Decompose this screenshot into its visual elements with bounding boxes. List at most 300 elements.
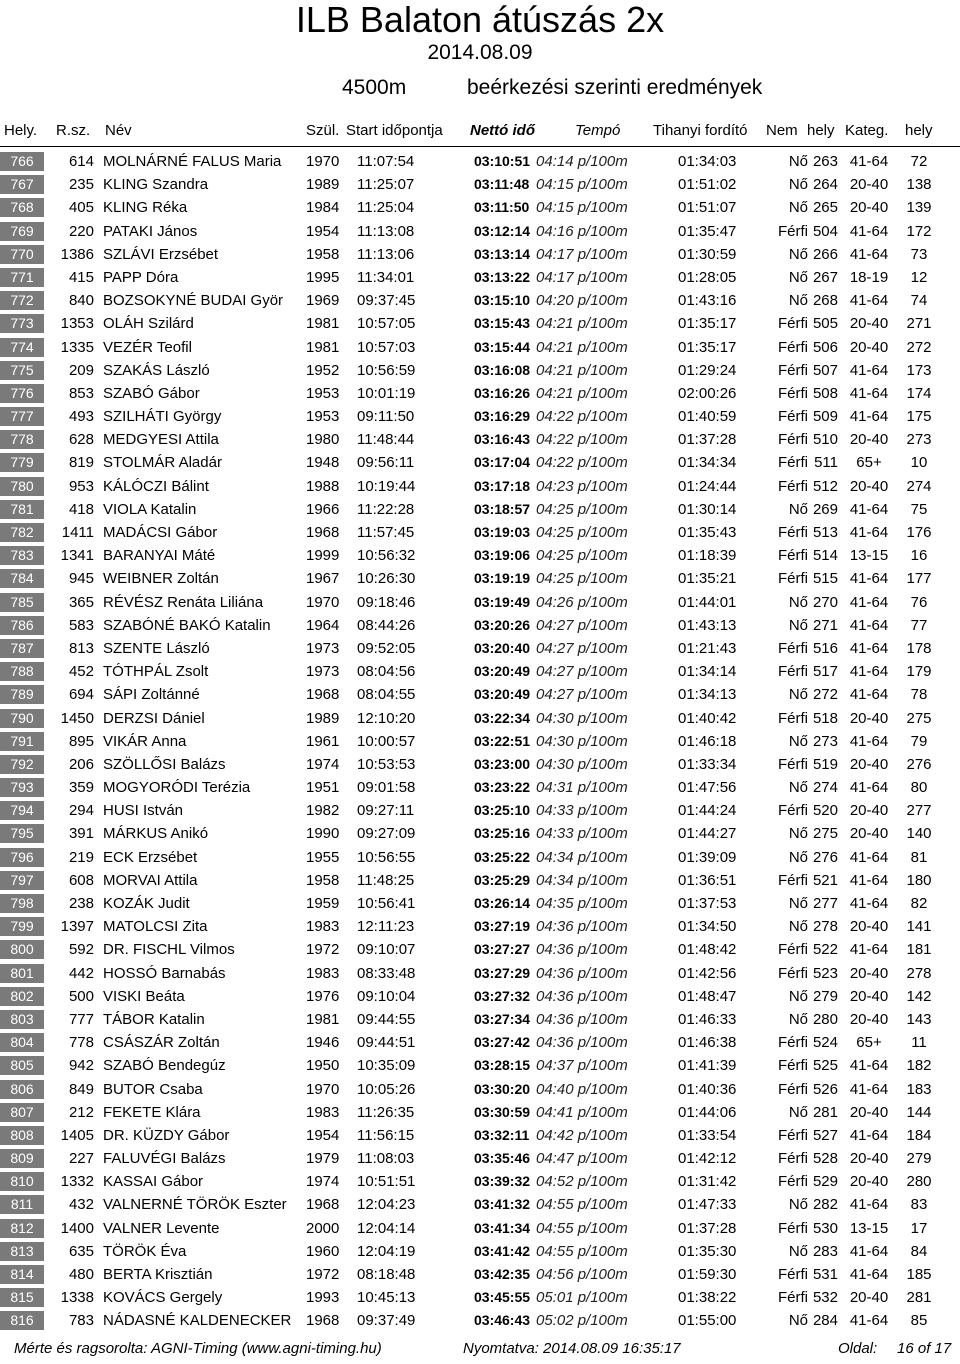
cell-nev: NÁDASNÉ KALDENECKER	[103, 1312, 292, 1330]
cell-netto: 03:19:06	[474, 547, 531, 564]
cell-rsz: 493	[68, 408, 94, 426]
cell-start: 10:19:44	[357, 477, 416, 495]
cell-start: 10:35:09	[357, 1057, 416, 1075]
table-row	[0, 1008, 960, 1031]
cell-kateg-hely: 80	[910, 779, 928, 797]
cell-start: 09:10:07	[357, 941, 416, 959]
cell-kateg: 20-40	[849, 315, 889, 333]
cell-szul: 1960	[306, 1242, 340, 1260]
cell-tempo: 04:36 p/100m	[536, 918, 628, 936]
cell-szul: 1983	[306, 964, 340, 982]
cell-hely: 770	[0, 245, 44, 264]
table-row	[0, 614, 960, 637]
cell-rsz: 592	[68, 941, 94, 959]
cell-tempo: 04:37 p/100m	[536, 1057, 628, 1075]
cell-rsz: 895	[68, 732, 94, 750]
cell-tihany: 01:40:36	[678, 1080, 737, 1098]
cell-kateg: 41-64	[849, 1057, 889, 1075]
cell-nem-hely: 513	[812, 524, 838, 541]
cell-rsz: 220	[68, 222, 94, 240]
cell-tihany: 01:47:33	[678, 1196, 737, 1214]
cell-tempo: 04:21 p/100m	[536, 338, 628, 356]
table-row	[0, 428, 960, 451]
cell-szul: 1974	[306, 1173, 340, 1191]
cell-hely: 816	[0, 1311, 44, 1330]
cell-rsz: 452	[68, 663, 94, 681]
cell-nem-hely: 266	[812, 245, 838, 263]
cell-nev: MADÁCSI Gábor	[103, 524, 218, 541]
cell-nev: RÉVÉSZ Renáta Liliána	[103, 593, 264, 611]
cell-nem: Nő	[788, 686, 808, 704]
cell-kateg: 41-64	[849, 663, 889, 681]
cell-nem: Férfi	[778, 709, 808, 727]
cell-nem: Férfi	[778, 454, 808, 472]
cell-nem-hely: 505	[812, 315, 838, 333]
cell-kateg-hely: 138	[906, 176, 932, 194]
cell-netto: 03:16:43	[474, 431, 531, 448]
cell-netto: 03:12:14	[474, 222, 531, 239]
cell-nem: Nő	[788, 616, 808, 634]
cell-tempo: 04:40 p/100m	[536, 1080, 628, 1098]
table-row	[0, 683, 960, 706]
cell-nem-hely: 528	[812, 1150, 838, 1168]
cell-nem-hely: 267	[812, 268, 838, 286]
cell-tihany: 01:18:39	[678, 547, 737, 565]
cell-kateg-hely: 272	[906, 338, 932, 356]
cell-nem-hely: 516	[812, 639, 838, 657]
cell-kateg-hely: 185	[906, 1266, 932, 1283]
cell-netto: 03:35:46	[474, 1150, 531, 1167]
cell-tihany: 01:39:09	[678, 848, 737, 866]
cell-rsz: 500	[68, 987, 94, 1005]
cell-hely: 780	[0, 477, 44, 496]
table-row	[0, 1054, 960, 1077]
cell-nem: Nő	[788, 918, 808, 936]
cell-hely: 794	[0, 801, 44, 820]
cell-tihany: 01:31:42	[678, 1173, 737, 1191]
cell-hely: 769	[0, 222, 44, 241]
table-row	[0, 707, 960, 730]
cell-nev: TÓTHPÁL Zsolt	[103, 663, 209, 681]
cell-nev: STOLMÁR Aladár	[103, 454, 222, 472]
cell-start: 11:13:06	[357, 245, 415, 263]
cell-netto: 03:27:34	[474, 1010, 531, 1027]
cell-nem-hely: 532	[812, 1289, 838, 1307]
cell-start: 11:57:45	[357, 524, 415, 541]
cell-nev: CSÁSZÁR Zoltán	[103, 1034, 220, 1052]
cell-tempo: 04:21 p/100m	[536, 315, 628, 333]
cell-tihany: 01:37:28	[678, 1219, 737, 1237]
cell-tempo: 04:27 p/100m	[536, 686, 628, 704]
cell-tihany: 01:44:06	[678, 1103, 737, 1121]
cell-kateg-hely: 83	[910, 1196, 928, 1214]
table-row	[0, 220, 960, 243]
table-row	[0, 243, 960, 266]
table-row	[0, 1147, 960, 1170]
cell-kateg-hely: 273	[906, 431, 932, 449]
cell-start: 09:37:49	[357, 1312, 416, 1330]
col-netto: Nettó idő	[470, 122, 535, 139]
table-row	[0, 336, 960, 359]
col-tihany: Tihanyi fordító	[653, 122, 748, 139]
cell-kateg: 20-40	[849, 199, 889, 217]
cell-hely: 790	[0, 709, 44, 728]
cell-start: 09:52:05	[357, 639, 416, 657]
cell-start: 10:01:19	[357, 384, 416, 402]
table-row	[0, 1031, 960, 1054]
cell-start: 11:13:08	[357, 222, 415, 240]
cell-start: 11:07:54	[357, 153, 415, 170]
table-row	[0, 822, 960, 845]
cell-rsz: 1338	[60, 1289, 94, 1307]
cell-netto: 03:28:15	[474, 1057, 531, 1074]
cell-kateg: 41-64	[849, 779, 889, 797]
cell-start: 10:57:03	[357, 338, 416, 356]
cell-kateg-hely: 10	[910, 454, 928, 472]
cell-tihany: 01:59:30	[678, 1266, 737, 1283]
cell-hely: 808	[0, 1126, 44, 1145]
cell-kateg: 41-64	[849, 384, 889, 402]
cell-start: 09:27:09	[357, 825, 416, 843]
cell-kateg-hely: 281	[906, 1289, 932, 1307]
subtitle: beérkezési szerinti eredmények	[467, 76, 763, 99]
cell-tempo: 04:55 p/100m	[536, 1219, 628, 1237]
cell-hely: 777	[0, 407, 44, 426]
cell-kateg: 41-64	[849, 408, 889, 426]
cell-start: 09:01:58	[357, 779, 416, 797]
cell-nev: MOLNÁRNÉ FALUS Maria	[103, 153, 282, 170]
cell-nem-hely: 531	[812, 1266, 838, 1283]
table-row	[0, 730, 960, 753]
cell-tihany: 01:21:43	[678, 639, 737, 657]
cell-tihany: 01:38:22	[678, 1289, 737, 1307]
cell-tempo: 04:34 p/100m	[536, 871, 628, 889]
cell-tempo: 04:16 p/100m	[536, 222, 628, 240]
cell-tihany: 01:44:24	[678, 802, 737, 820]
cell-szul: 1967	[306, 570, 340, 588]
cell-hely: 766	[0, 152, 44, 171]
cell-nem-hely: 522	[812, 941, 838, 959]
cell-szul: 1972	[306, 1266, 340, 1283]
cell-netto: 03:41:42	[474, 1242, 531, 1259]
cell-netto: 03:22:34	[474, 709, 531, 726]
cell-rsz: 1411	[61, 524, 94, 541]
cell-start: 08:33:48	[357, 964, 416, 982]
cell-netto: 03:19:19	[474, 570, 531, 587]
cell-nem-hely: 278	[812, 918, 838, 936]
footer-printed: Nyomtatva: 2014.08.09 16:35:17	[463, 1340, 681, 1357]
cell-nev: SZLÁVI Erzsébet	[103, 245, 219, 263]
cell-hely: 788	[0, 662, 44, 681]
table-row	[0, 1124, 960, 1147]
cell-hely: 775	[0, 361, 44, 380]
cell-nev: MEDGYESI Attila	[103, 431, 219, 449]
cell-nem: Férfi	[778, 1080, 808, 1098]
table-row	[0, 892, 960, 915]
cell-netto: 03:39:32	[474, 1173, 531, 1190]
cell-kateg: 41-64	[849, 1266, 889, 1283]
cell-nem: Nő	[788, 153, 808, 170]
cell-hely: 802	[0, 987, 44, 1006]
cell-rsz: 1386	[60, 245, 94, 263]
cell-rsz: 853	[68, 384, 94, 402]
cell-nem-hely: 277	[812, 895, 838, 912]
table-row	[0, 915, 960, 938]
cell-kateg-hely: 183	[906, 1080, 932, 1098]
cell-start: 10:56:55	[357, 848, 416, 866]
cell-nem: Nő	[788, 895, 808, 912]
cell-szul: 1976	[306, 987, 340, 1005]
cell-szul: 1966	[306, 500, 340, 518]
cell-kateg-hely: 139	[906, 199, 932, 217]
cell-rsz: 1353	[60, 315, 94, 333]
cell-start: 11:48:25	[357, 871, 415, 889]
cell-nev: KÁLÓCZI Bálint	[103, 477, 209, 495]
cell-start: 11:22:28	[357, 500, 415, 518]
cell-netto: 03:19:03	[474, 524, 531, 540]
cell-kateg: 41-64	[849, 1126, 889, 1144]
cell-nem: Nő	[788, 987, 808, 1005]
cell-nem-hely: 281	[812, 1103, 838, 1121]
cell-nev: SZÖLLŐSI Balázs	[103, 755, 226, 773]
cell-tempo: 04:15 p/100m	[536, 176, 628, 194]
table-row	[0, 521, 960, 544]
cell-nem-hely: 521	[812, 871, 838, 889]
cell-kateg: 41-64	[849, 593, 889, 611]
cell-rsz: 442	[68, 964, 94, 982]
cell-tihany: 01:44:27	[678, 825, 737, 843]
event-date: 2014.08.09	[427, 41, 533, 64]
cell-start: 10:05:26	[357, 1080, 416, 1098]
cell-nem-hely: 519	[812, 755, 838, 773]
cell-nev: KOVÁCS Gergely	[103, 1289, 223, 1307]
cell-nev: PATAKI János	[103, 222, 198, 240]
cell-start: 11:25:04	[357, 199, 415, 217]
cell-netto: 03:27:27	[474, 941, 531, 958]
cell-kateg-hely: 16	[910, 547, 928, 565]
cell-tempo: 04:30 p/100m	[536, 732, 628, 750]
cell-netto: 03:23:00	[474, 755, 531, 772]
cell-tihany: 01:47:56	[678, 779, 737, 797]
cell-start: 12:04:23	[357, 1196, 416, 1214]
cell-nem-hely: 284	[812, 1312, 838, 1330]
table-row	[0, 799, 960, 822]
cell-tihany: 02:00:26	[678, 384, 737, 402]
cell-szul: 1964	[306, 616, 340, 634]
cell-rsz: 1400	[60, 1219, 94, 1237]
cell-hely: 784	[0, 569, 44, 588]
cell-netto: 03:25:29	[474, 871, 531, 888]
cell-kateg-hely: 12	[910, 268, 928, 286]
cell-nem: Nő	[788, 732, 808, 750]
cell-szul: 1954	[306, 222, 340, 240]
cell-szul: 1983	[306, 1103, 340, 1121]
cell-start: 10:56:32	[357, 547, 416, 565]
cell-rsz: 614	[68, 153, 94, 170]
cell-tempo: 04:36 p/100m	[536, 1034, 628, 1052]
cell-hely: 798	[0, 894, 44, 913]
cell-netto: 03:16:08	[474, 361, 531, 378]
cell-kateg: 13-15	[849, 1219, 889, 1237]
cell-nev: SZABÓ Bendegúz	[103, 1057, 226, 1075]
cell-szul: 1974	[306, 755, 340, 773]
cell-nem-hely: 276	[812, 848, 838, 866]
cell-rsz: 209	[68, 361, 94, 379]
cell-rsz: 1397	[60, 918, 94, 936]
cell-nev: VIOLA Katalin	[103, 500, 197, 518]
cell-kateg: 41-64	[849, 616, 889, 634]
cell-tihany: 01:34:13	[678, 686, 737, 704]
cell-start: 09:37:45	[357, 292, 416, 310]
cell-kateg: 20-40	[849, 1150, 889, 1168]
cell-netto: 03:27:32	[474, 987, 531, 1004]
cell-start: 09:18:46	[357, 593, 416, 611]
cell-kateg: 41-64	[849, 941, 889, 959]
cell-kateg: 41-64	[849, 686, 889, 704]
cell-szul: 1968	[306, 524, 340, 541]
cell-tihany: 01:55:00	[678, 1312, 737, 1330]
cell-kateg-hely: 72	[910, 153, 928, 170]
table-row	[0, 451, 960, 474]
cell-netto: 03:25:16	[474, 825, 531, 842]
cell-tempo: 04:23 p/100m	[536, 477, 628, 495]
cell-kateg: 20-40	[849, 431, 889, 449]
distance: 4500m	[342, 76, 407, 99]
cell-tempo: 04:30 p/100m	[536, 755, 628, 773]
table-row	[0, 1217, 960, 1240]
cell-kateg-hely: 181	[906, 941, 932, 959]
cell-tihany: 01:30:59	[678, 245, 737, 263]
cell-tempo: 04:42 p/100m	[536, 1126, 628, 1144]
cell-tihany: 01:33:54	[678, 1126, 737, 1144]
cell-kateg-hely: 182	[906, 1057, 932, 1075]
cell-tempo: 04:30 p/100m	[536, 709, 628, 727]
cell-netto: 03:13:14	[474, 245, 531, 262]
cell-nev: TÖRÖK Éva	[103, 1242, 187, 1260]
cell-netto: 03:20:40	[474, 639, 531, 656]
cell-rsz: 945	[68, 570, 94, 588]
cell-nem-hely: 270	[812, 593, 838, 611]
cell-szul: 1959	[306, 895, 340, 912]
cell-rsz: 628	[68, 431, 94, 449]
cell-kateg: 41-64	[849, 153, 889, 170]
cell-kateg: 41-64	[849, 848, 889, 866]
cell-hely: 776	[0, 384, 44, 403]
cell-start: 11:34:01	[357, 268, 415, 286]
cell-kateg: 20-40	[849, 477, 889, 495]
cell-nem-hely: 508	[812, 384, 838, 402]
cell-hely: 785	[0, 593, 44, 612]
cell-kateg-hely: 84	[910, 1242, 928, 1260]
cell-rsz: 365	[68, 593, 94, 611]
cell-netto: 03:13:22	[474, 268, 531, 285]
cell-kateg-hely: 178	[906, 639, 932, 657]
cell-tihany: 01:37:53	[678, 895, 737, 912]
cell-szul: 1970	[306, 1080, 340, 1098]
cell-kateg: 20-40	[849, 802, 889, 820]
cell-nem-hely: 275	[812, 825, 838, 843]
cell-nem: Férfi	[778, 361, 808, 379]
table-row	[0, 544, 960, 567]
cell-kateg-hely: 82	[910, 895, 928, 912]
cell-nem: Nő	[788, 292, 808, 310]
cell-nem: Férfi	[778, 570, 808, 588]
cell-szul: 1970	[306, 153, 340, 170]
cell-nem: Férfi	[778, 802, 808, 820]
table-row	[0, 359, 960, 382]
cell-kateg: 20-40	[849, 964, 889, 982]
cell-hely: 773	[0, 314, 44, 333]
cell-szul: 1955	[306, 848, 340, 866]
cell-tihany: 01:29:24	[678, 361, 737, 379]
cell-kateg-hely: 142	[906, 987, 932, 1005]
cell-rsz: 391	[68, 825, 94, 843]
cell-nem-hely: 510	[812, 431, 838, 449]
cell-nem: Férfi	[778, 477, 808, 495]
cell-start: 12:11:23	[357, 918, 415, 936]
cell-tihany: 01:28:05	[678, 268, 737, 286]
cell-tempo: 04:41 p/100m	[536, 1103, 628, 1121]
cell-nev: VALNER Levente	[103, 1219, 220, 1237]
cell-tihany: 01:34:14	[678, 663, 737, 681]
cell-hely: 771	[0, 268, 44, 287]
cell-nem: Nő	[788, 1103, 808, 1121]
cell-nem-hely: 525	[812, 1057, 838, 1075]
cell-nem: Nő	[788, 1010, 808, 1028]
cell-kateg-hely: 173	[906, 361, 932, 379]
cell-nem: Férfi	[778, 1034, 808, 1052]
cell-kateg: 20-40	[849, 1010, 889, 1028]
cell-netto: 03:45:55	[474, 1289, 531, 1306]
cell-nev: SZILHÁTI György	[103, 408, 222, 426]
cell-nem-hely: 517	[812, 663, 838, 681]
cell-hely: 806	[0, 1080, 44, 1099]
col-szul: Szül.	[306, 122, 340, 139]
cell-szul: 1995	[306, 268, 340, 286]
cell-tempo: 04:27 p/100m	[536, 663, 628, 681]
cell-tihany: 01:35:17	[678, 338, 737, 356]
cell-start: 08:04:55	[357, 686, 416, 704]
cell-start: 10:26:30	[357, 570, 416, 588]
cell-tempo: 04:21 p/100m	[536, 384, 628, 402]
table-row	[0, 1309, 960, 1332]
cell-netto: 03:41:32	[474, 1196, 531, 1213]
cell-kateg: 20-40	[849, 1103, 889, 1121]
table-row	[0, 150, 960, 173]
table-row	[0, 962, 960, 985]
cell-nem: Férfi	[778, 338, 808, 356]
cell-tempo: 04:33 p/100m	[536, 802, 628, 820]
cell-kateg-hely: 141	[906, 918, 932, 936]
cell-tempo: 04:33 p/100m	[536, 825, 628, 843]
cell-rsz: 1450	[60, 709, 94, 727]
cell-tihany: 01:40:59	[678, 408, 737, 426]
cell-nem-hely: 283	[812, 1242, 838, 1260]
cell-nem: Férfi	[778, 1057, 808, 1075]
col-nem-hely: hely	[807, 122, 835, 139]
cell-szul: 2000	[306, 1219, 340, 1237]
cell-szul: 1948	[306, 454, 340, 472]
cell-netto: 03:20:49	[474, 686, 531, 703]
cell-nem: Férfi	[778, 755, 808, 773]
cell-szul: 1958	[306, 871, 340, 889]
cell-szul: 1988	[306, 477, 340, 495]
cell-nem: Férfi	[778, 1289, 808, 1307]
cell-kateg-hely: 140	[906, 825, 932, 843]
cell-hely: 795	[0, 824, 44, 843]
cell-kateg-hely: 278	[906, 964, 932, 982]
cell-szul: 1954	[306, 1126, 340, 1144]
